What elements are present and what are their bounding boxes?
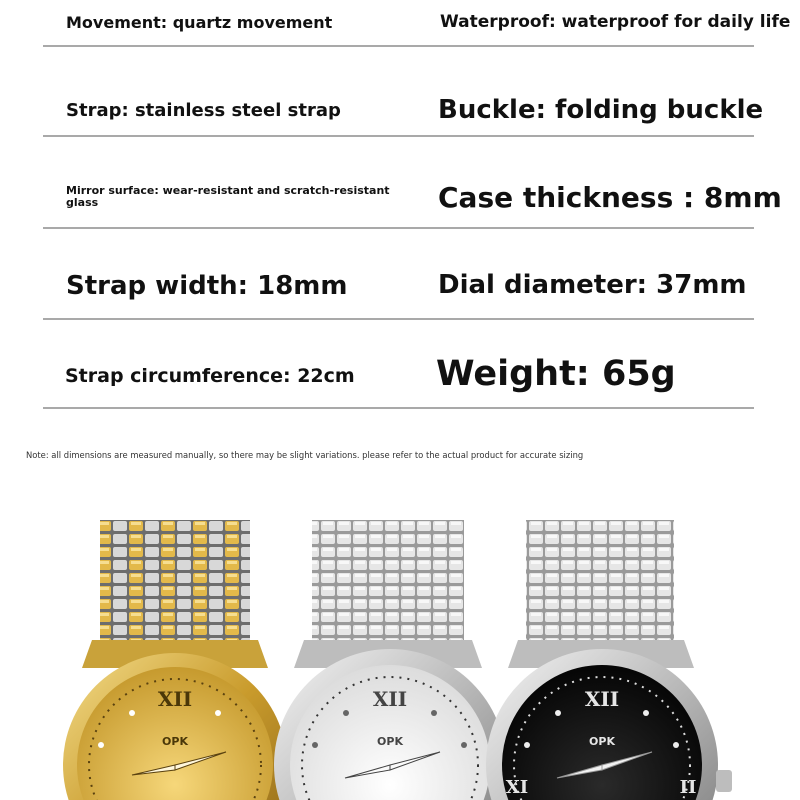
watch-bracelet xyxy=(100,520,250,660)
svg-text:XI: XI xyxy=(505,777,529,798)
svg-text:XII: XII xyxy=(157,687,193,711)
svg-text:XII: XII xyxy=(372,687,408,711)
divider xyxy=(43,135,754,137)
spec-strap: Strap: stainless steel strap xyxy=(66,100,341,121)
spec-strap-circumference: Strap circumference: 22cm xyxy=(65,365,355,387)
divider xyxy=(43,227,754,229)
spec-movement: Movement: quartz movement xyxy=(66,13,333,32)
spec-mirror-surface xyxy=(66,185,390,209)
sizing-note: Note: all dimensions are measured manually, so there may be slight variations. please refer to the actual product for accurate sizing xyxy=(26,450,584,460)
spec-case-thickness: Case thickness : 8mm xyxy=(438,181,782,214)
spec-waterproof: Waterproof: waterproof for daily life xyxy=(440,12,791,32)
svg-text:OPK: OPK xyxy=(377,735,403,748)
watch-bracelet xyxy=(312,520,464,660)
spec-mirror-line2: glass xyxy=(66,196,99,209)
spec-dial-diameter: Dial diameter: 37mm xyxy=(438,270,747,300)
divider xyxy=(43,407,754,409)
divider xyxy=(43,318,754,320)
divider xyxy=(43,45,754,47)
watch-bracelet xyxy=(526,520,674,660)
watch-product-image xyxy=(0,500,800,800)
spec-mirror-line1: Mirror surface: wear-resistant and scratch-resistant xyxy=(66,184,390,197)
watch-silver-white xyxy=(274,520,506,800)
spec-weight: Weight: 65g xyxy=(436,354,676,394)
svg-text:OPK: OPK xyxy=(589,735,615,748)
watch-gold xyxy=(63,520,287,800)
svg-text:II: II xyxy=(679,777,697,798)
svg-text:OPK: OPK xyxy=(162,735,188,748)
svg-text:XII: XII xyxy=(584,687,620,711)
watch-crown xyxy=(716,770,732,792)
watch-silver-black xyxy=(486,520,732,800)
spec-buckle: Buckle: folding buckle xyxy=(438,95,764,125)
spec-strap-width: Strap width: 18mm xyxy=(66,271,348,301)
